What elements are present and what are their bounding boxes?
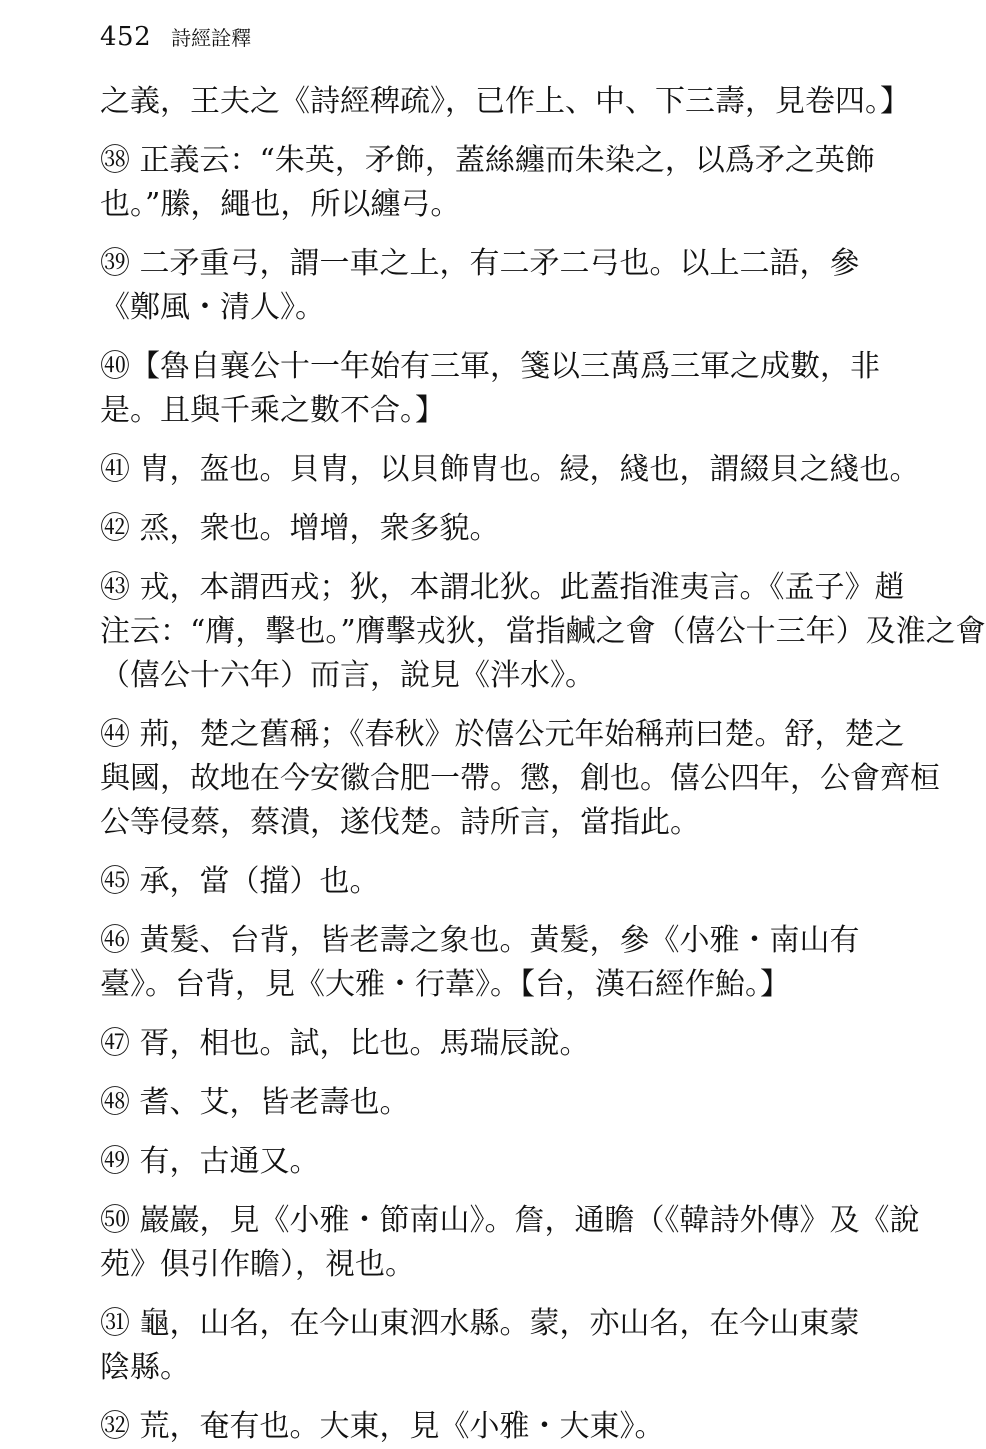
- text-line: ㉜ 荒，奄有也。大東，見《小雅・大東》。: [100, 1409, 665, 1444]
- note-body: [100, 80, 986, 1449]
- text-line: 之義，王夫之《詩經稗疏》，已作上、中、下三壽，見卷四。】: [100, 84, 910, 119]
- text-line: 也。”縢，繩也，所以纏弓。: [100, 187, 461, 222]
- footnote-paragraph: [100, 242, 860, 330]
- text-line: ㊸ 戎，本謂西戎；狄，本謂北狄。此蓋指淮夷言。《孟子》趙: [100, 570, 905, 605]
- text-line: ㊻ 黃髮、台背，皆老壽之象也。黃髮，參《小雅・南山有: [100, 923, 860, 958]
- text-line: ㊹ 荊，楚之舊稱；《春秋》於僖公元年始稱荊曰楚。舒，楚之: [100, 717, 905, 752]
- footnote-paragraph: [100, 1405, 810, 1449]
- footnote-paragraph: [100, 1199, 920, 1287]
- text-line: 苑》俱引作瞻），視也。: [100, 1247, 415, 1282]
- footnote-paragraph: [100, 345, 880, 433]
- text-line: ㊳ 正義云：“朱英，矛飾，蓋絲纏而朱染之，以爲矛之英飾: [100, 143, 875, 178]
- text-line: ㊼ 胥，相也。試，比也。馬瑞辰說。: [100, 1026, 590, 1061]
- footnote-paragraph: [100, 919, 860, 1007]
- text-line: ㊴ 二矛重弓，謂一車之上，有二矛二弓也。以上二語，參: [100, 246, 860, 281]
- text-line: ㊶ 胄，盔也。貝胄，以貝飾胄也。綅，綫也，謂綴貝之綫也。: [100, 452, 920, 487]
- text-line: ㊺ 承，當（擋）也。: [100, 864, 380, 899]
- text-line: 注云：“膺，擊也。”膺擊戎狄，當指鹹之會（僖公十三年）及淮之會: [100, 614, 986, 649]
- text-line: 臺》。台背，見《大雅・行葦》。【台，漢石經作鮐。】: [100, 967, 790, 1002]
- footnote-paragraph: [100, 1302, 860, 1390]
- text-line: 《鄭風・清人》。: [100, 290, 325, 325]
- text-line: 公等侵蔡，蔡潰，遂伐楚。詩所言，當指此。: [100, 805, 700, 840]
- footnote-paragraph: [100, 448, 920, 492]
- text-line: ㊽ 耆、艾，皆老壽也。: [100, 1085, 410, 1120]
- footnote-paragraph: [100, 139, 875, 227]
- footnote-paragraph: [100, 1140, 810, 1184]
- page-header: [100, 22, 251, 58]
- text-line: （僖公十六年）而言，說見《泮水》。: [100, 658, 595, 693]
- footnote-paragraph: [100, 713, 940, 845]
- running-title: 詩經詮釋: [171, 26, 252, 50]
- text-line: 與國，故地在今安徽合肥一帶。懲，創也。僖公四年，公會齊桓: [100, 761, 940, 796]
- page-number: 452: [100, 22, 152, 52]
- footnote-paragraph: [100, 1022, 810, 1066]
- text-line: ㊾ 有，古通又。: [100, 1144, 320, 1179]
- footnote-paragraph: [100, 566, 986, 698]
- text-line: 是。且與千乘之數不合。】: [100, 393, 445, 428]
- footnote-paragraph: [100, 860, 810, 904]
- footnote-paragraph: [100, 1081, 810, 1125]
- text-line: ㊿ 巖巖，見《小雅・節南山》。詹，通瞻（《韓詩外傳》及《說: [100, 1203, 920, 1238]
- text-line: ㊵【魯自襄公十一年始有三軍，箋以三萬爲三軍之成數，非: [100, 349, 880, 384]
- text-line: ㉛ 龜，山名，在今山東泗水縣。蒙，亦山名，在今山東蒙: [100, 1306, 860, 1341]
- footnote-paragraph: [100, 507, 810, 551]
- text-line: 陰縣。: [100, 1350, 190, 1385]
- note-continuation: [100, 80, 910, 124]
- text-line: ㊷ 烝，衆也。增增，衆多貌。: [100, 511, 500, 546]
